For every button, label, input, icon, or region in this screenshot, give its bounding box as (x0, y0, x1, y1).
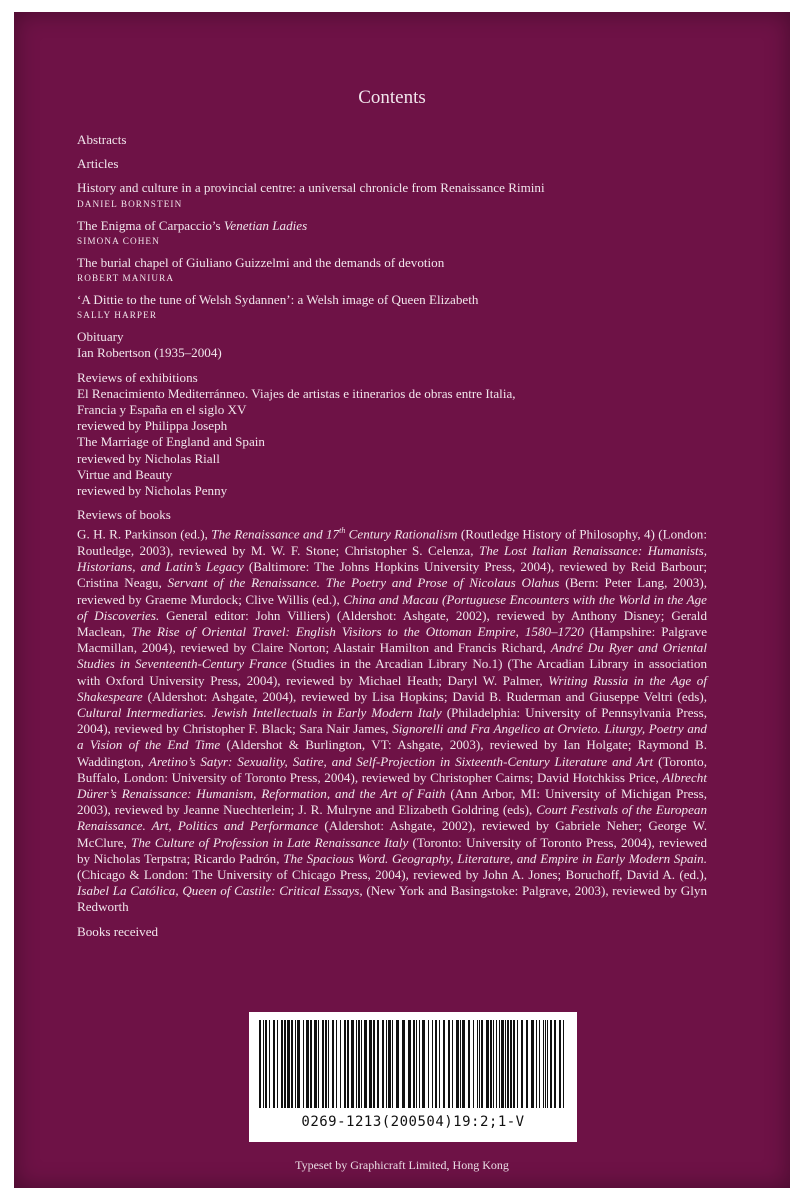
barcode-bar (563, 1020, 564, 1108)
barcode-bar (460, 1020, 461, 1108)
barcode-bar (303, 1020, 304, 1108)
barcode-bar (284, 1020, 286, 1108)
barcode-bar (448, 1020, 450, 1108)
barcode-bar (486, 1020, 489, 1108)
section-abstracts[interactable]: Abstracts (77, 132, 127, 147)
barcode-bar (377, 1020, 379, 1108)
barcode-bar (493, 1020, 494, 1108)
barcode-bar (369, 1020, 372, 1108)
book-review-text: (Toronto: University of Toronto Press, 2004), reviewed by Nicholas Terpstra; Ricardo Padrón, (77, 834, 708, 866)
barcode-bar (536, 1020, 537, 1108)
book-review-text: (Chicago & London: The University of Chicago Press, 2004), reviewed by John A. Jones; Boruchoff, David A. (ed.), (77, 867, 707, 883)
article-title: ‘A Dittie to the tune of Welsh Sydannen’: a Welsh image of Queen Elizabeth (77, 292, 479, 308)
barcode-bar (361, 1020, 362, 1108)
barcode-bar (550, 1020, 552, 1108)
book-review-text: (Ann Arbor, MI: University of Michigan Press, 2003), reviewed by Jeanne Nuechterlein; J. R. Mulryne and Elizabeth Goldring (eds), (77, 786, 707, 818)
barcode-bar (435, 1020, 437, 1108)
barcode-bar (413, 1020, 415, 1108)
book-title: Aretino’s Satyr: Sexuality, Satire, and Self-Projection in Sixteenth-Century Literature and Art (148, 753, 654, 769)
barcode-bar (545, 1020, 546, 1108)
article-title-italic: Venetian Ladies (223, 217, 308, 233)
book-review-text: (Aldershot & Burlington, VT: Ashgate, 2003), reviewed by Ian Holgate; Raymond B. Waddington, (77, 737, 707, 769)
barcode-bar (265, 1020, 267, 1108)
section-articles[interactable]: Articles (77, 156, 119, 172)
exhibition-line: El Renacimiento Mediterránneo. Viajes de artistas e itinerarios de obras entre Italia, (77, 385, 516, 401)
barcode-bar (554, 1020, 556, 1108)
book-title: The Spacious Word. Geography, Literature, and Empire in Early Modern Spain. (283, 850, 707, 866)
barcode-bar (419, 1020, 420, 1108)
barcode-bar (501, 1020, 504, 1108)
barcode-bar (526, 1020, 528, 1108)
barcode-bar (392, 1020, 393, 1108)
book-review-text: (Routledge History of Philosophy, 4) (London: Routledge, 2003), reviewed by M. W. F. Stone; Christopher S. Celenza, (77, 526, 707, 559)
barcode-bar (468, 1020, 470, 1108)
book-title: The Rise of Oriental Travel: English Visitors to the Ottoman Empire, 1580–1720 (131, 624, 584, 640)
book-reviews-heading: Reviews of books (77, 507, 171, 523)
article-entry[interactable] (77, 255, 707, 284)
barcode-bar (507, 1020, 509, 1108)
barcode-bar (351, 1020, 354, 1108)
barcode-bar (269, 1020, 270, 1108)
barcode-bar (439, 1020, 440, 1108)
barcode-bar (314, 1020, 317, 1108)
book-title: Cultural Intermediaries. Jewish Intellectuals in Early Modern Italy (77, 705, 442, 721)
exhibitions-section[interactable] (77, 370, 707, 500)
barcode-bar (402, 1020, 405, 1108)
barcode-bar (291, 1020, 293, 1108)
barcode-bar (388, 1020, 391, 1108)
book-review-text: (Philadelphia: University of Pennsylvania Press, 2004), reviewed by Christopher F. Black; Sara Nair James, (77, 705, 708, 737)
exhibition-line: The Marriage of England and Spain (77, 434, 265, 450)
barcode-bar (364, 1020, 367, 1108)
exhibition-line: Virtue and Beauty (77, 466, 173, 482)
barcode-bar (513, 1020, 515, 1108)
exhibition-reviewer: reviewed by Nicholas Riall (77, 450, 220, 466)
exhibition-reviewer: reviewed by Philippa Joseph (77, 418, 228, 434)
barcode-bar (505, 1020, 506, 1108)
book-title: Albrecht Dürer’s Renaissance: Humanism, Reformation, and the Art of Faith (77, 769, 707, 802)
article-entry[interactable] (77, 180, 707, 209)
barcode-bar (297, 1020, 300, 1108)
book-title: Signorelli and Fra Angelico at Orvieto. Liturgy, Poetry and a Vision of the End Time (77, 721, 707, 753)
book-review-text: G. H. R. Parkinson (ed.), (77, 526, 212, 542)
barcode-bar (310, 1020, 312, 1108)
article-title-text: The Enigma of Carpaccio’s (77, 217, 224, 233)
contents-list (77, 86, 707, 940)
barcode-bar (306, 1020, 309, 1108)
book-title: Century Rationalism (345, 526, 458, 542)
book-title: Servant of the Renaissance. The Poetry and Prose of Nicolaus Olahus (167, 575, 560, 591)
books-received[interactable]: Books received (77, 923, 159, 939)
barcode-bar (322, 1020, 324, 1108)
barcode-bar (481, 1020, 483, 1108)
barcode-bar (277, 1020, 278, 1108)
barcode-bar (340, 1020, 341, 1108)
barcode-bar (473, 1020, 474, 1108)
book-review-text: (Baltimore: The Johns Hopkins University Press, 2004), reviewed by Reid Barbour; Cristina Neagu, (77, 559, 707, 591)
book-title: The Culture of Profession in Late Renaissance Italy (131, 834, 409, 850)
barcode-bar (490, 1020, 492, 1108)
barcode-bar (356, 1020, 357, 1108)
barcode-bar (443, 1020, 445, 1108)
barcode-bar (543, 1020, 544, 1108)
book-title: Isabel La Católica, Queen of Castile: Critical Essays, (77, 883, 363, 899)
article-author: ROBERT MANIURA (77, 273, 175, 284)
obituary-heading: Obituary (77, 329, 124, 345)
barcode-bar (336, 1020, 337, 1108)
barcode-bar (386, 1020, 387, 1108)
barcode-bar (521, 1020, 523, 1108)
barcode-bar (479, 1020, 480, 1108)
barcode-bar (432, 1020, 433, 1108)
book-title: Court Festivals of the European Renaissance. Art, Politics and Performance (77, 802, 707, 834)
book-title: André Du Ryer and Oriental Studies in Seventeenth-Century France (77, 640, 707, 672)
article-entry[interactable] (77, 218, 707, 247)
typesetter-credit: Typeset by Graphicraft Limited, Hong Kong (295, 1158, 509, 1172)
exhibitions-heading: Reviews of exhibitions (77, 369, 198, 385)
barcode-bar (496, 1020, 497, 1108)
barcode-bar (452, 1020, 453, 1108)
article-title: History and culture in a provincial centre: a universal chronicle from Renaissance Rimini (77, 180, 545, 196)
article-entry[interactable] (77, 292, 707, 321)
book-review-text: (Hampshire: Palgrave Macmillan, 2004), reviewed by Claire Norton; Alastair Hamilton and Francis Richard, (77, 624, 708, 656)
barcode-bar (462, 1020, 465, 1108)
barcode-bars (257, 1020, 569, 1108)
barcode-bar (477, 1020, 478, 1108)
barcode-number: 0269-1213(200504)19:2;1-V (301, 1114, 525, 1130)
obituary-section[interactable] (77, 329, 707, 361)
barcode-bar (328, 1020, 329, 1108)
barcode-bar (517, 1020, 518, 1108)
barcode-bar (422, 1020, 425, 1108)
book-title: Writing Russia in the Age of Shakespeare (77, 672, 707, 704)
article-author: SIMONA COHEN (77, 235, 160, 246)
book-review-text: (Bern: Peter Lang, 2003), reviewed by Graeme Murdock; Clive Willis (ed.), (77, 575, 707, 607)
barcode-bar (408, 1020, 411, 1108)
barcode-bar (281, 1020, 283, 1108)
barcode-bar (499, 1020, 500, 1108)
book-review-text: (New York and Basingstoke: Palgrave, 2003), reviewed by Glyn Redworth (77, 883, 707, 915)
article-author: DANIEL BORNSTEIN (77, 198, 183, 209)
barcode-bar (295, 1020, 296, 1108)
book-reviews-paragraph (77, 523, 707, 915)
barcode-bar (396, 1020, 399, 1108)
obituary-entry: Ian Robertson (1935–2004) (77, 345, 222, 361)
book-review-text: (Toronto, Buffalo, London: University of Toronto Press, 2004), reviewed by Christopher Cairns; David Hotchkiss Price, (77, 753, 707, 785)
book-review-text: General editor: John Villiers) (Aldershot: Ashgate, 2002), reviewed by Anthony Disney; Gerald Maclean, (77, 607, 707, 640)
barcode-bar (263, 1020, 264, 1108)
page-title: Contents (358, 87, 426, 108)
barcode-bar (539, 1020, 540, 1108)
barcode-bar (318, 1020, 319, 1108)
book-title: China and Macau (Portuguese Encounters with the World in the Age of Discoveries. (77, 591, 707, 623)
back-cover (14, 12, 790, 1188)
barcode-bar (347, 1020, 349, 1108)
barcode (249, 1012, 577, 1142)
barcode-bar (547, 1020, 548, 1108)
article-author: SALLY HARPER (77, 310, 158, 321)
barcode-bar (325, 1020, 327, 1108)
barcode-bar (428, 1020, 429, 1108)
barcode-bar (373, 1020, 375, 1108)
book-reviews-section[interactable] (77, 507, 707, 915)
barcode-bar (344, 1020, 346, 1108)
barcode-bar (531, 1020, 534, 1108)
book-title: The Renaissance and 17 (211, 526, 340, 542)
exhibition-reviewer: reviewed by Nicholas Penny (77, 483, 228, 499)
barcode-bar (273, 1020, 275, 1108)
barcode-bar (510, 1020, 512, 1108)
barcode-bar (332, 1020, 334, 1108)
barcode-bar (259, 1020, 261, 1108)
book-review-text: (Studies in the Arcadian Library No.1) (The Arcadian Library in association with Oxford University Press, 2004), reviewed by Michael Heath; Daryl W. Palmer, (77, 656, 707, 688)
barcode-bar (287, 1020, 290, 1108)
barcode-bar (456, 1020, 459, 1108)
barcode-bar (382, 1020, 384, 1108)
exhibition-line: Francia y España en el siglo XV (77, 402, 247, 418)
book-title: The Lost Italian Renaissance: Humanists, Historians, and Latin’s Legacy (77, 543, 707, 575)
article-title (77, 218, 707, 234)
book-title: th (339, 526, 346, 536)
barcode-bar (416, 1020, 417, 1108)
book-review-text: (Aldershot: Ashgate, 2004), reviewed by Lisa Hopkins; David B. Ruderman and Giuseppe Veltri (eds), (142, 688, 707, 704)
barcode-bar (358, 1020, 360, 1108)
article-title: The burial chapel of Giuliano Guizzelmi and the demands of devotion (77, 254, 445, 270)
book-review-text: (Aldershot: Ashgate, 2002), reviewed by Gabriele Neher; George W. McClure, (77, 818, 707, 850)
barcode-bar (559, 1020, 561, 1108)
